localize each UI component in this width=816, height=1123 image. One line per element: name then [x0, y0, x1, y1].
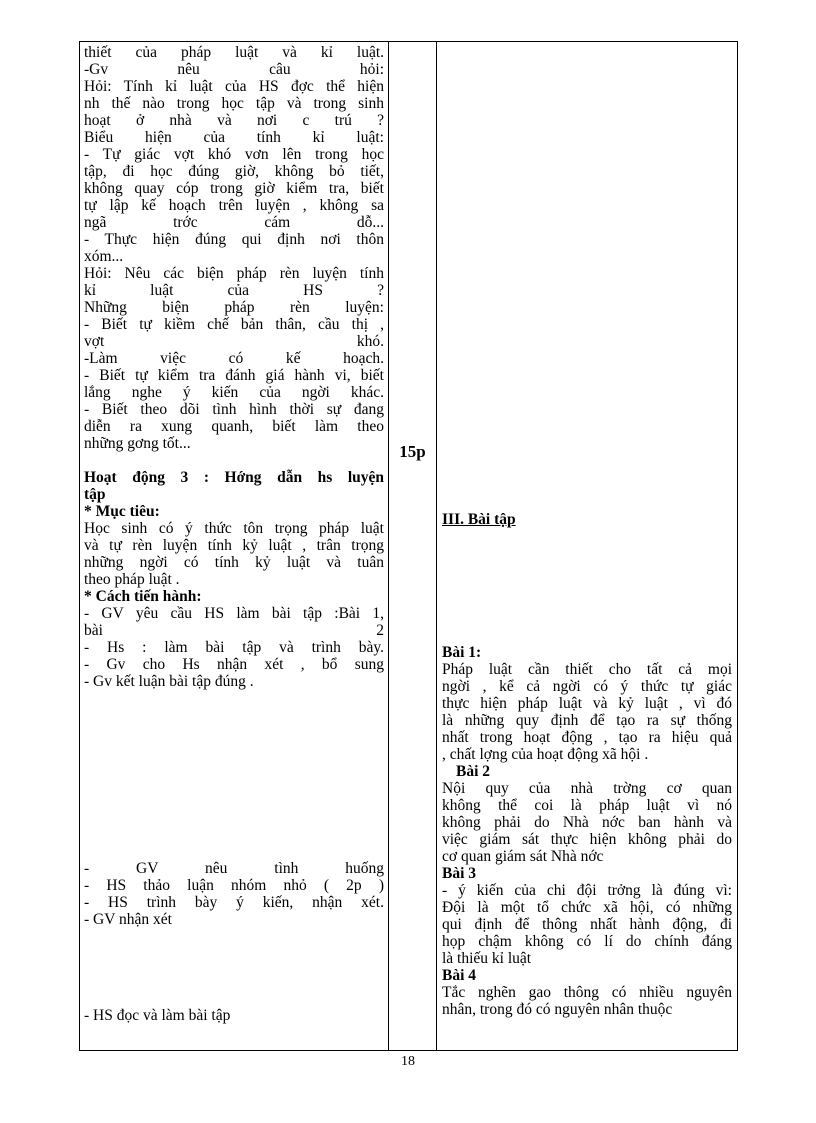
text-line: là thiếu kỉ luật [442, 950, 532, 967]
text-line: hoạt ở nhà và nơi c trú ? [84, 112, 384, 129]
text-line: - Thực hiện đúng qui định nơi thôn [84, 231, 384, 248]
text-line: lắng nghe ý kiến của ngời khác. [84, 384, 384, 401]
objective-text [84, 520, 384, 588]
bai3-title: Bài 3 [442, 865, 477, 882]
text-line: - Gv kết luận bài tập đúng . [84, 673, 254, 690]
text-line: Hỏi: Nêu các biện pháp rèn luyện tính [84, 265, 384, 282]
text-line: , chất lợng của hoạt động xã hội . [442, 746, 649, 763]
text-line: những ngời có tính kỷ luật và tuân [84, 554, 384, 571]
method-steps [84, 605, 384, 690]
bai3-answer [442, 882, 732, 967]
text-line: -Làm việc có kế hoạch. [84, 350, 384, 367]
bai2-answer [442, 780, 732, 865]
text-line: - Biết theo dõi tình hình thời sự đang [84, 401, 384, 418]
text-line: - Biết tự kiểm tra đánh giá hành vi, biết [84, 367, 384, 384]
bai4-answer [442, 984, 732, 1018]
bai2-title: Bài 2 [456, 763, 491, 780]
text-line: xóm... [84, 248, 124, 265]
text-line: ngã trớc cám dỗ... [84, 214, 384, 231]
lesson-plan-table [79, 41, 738, 1051]
text-line: cơ quan giám sát Nhà nớc [442, 848, 604, 865]
discussion-block [84, 44, 384, 452]
text-line: - HS thảo luận nhóm nhỏ ( 2p ) [84, 877, 384, 894]
objective-title: * Mục tiêu: [84, 503, 160, 520]
text-line: tập, đi học đúng giờ, không bỏ tiết, [84, 163, 384, 180]
text-line: - Tự giác vợt khó vơn lên trong học [84, 146, 384, 163]
situation-steps [84, 860, 384, 928]
content-column [437, 42, 737, 1050]
bai4-title: Bài 4 [442, 967, 477, 984]
text-line: không phải do Nhà nớc ban hành và [442, 814, 732, 831]
activity-3-heading [84, 469, 384, 503]
text-line: - Biết tự kiềm chế bản thân, cầu thị , [84, 316, 384, 333]
text-line: vợt khó. [84, 333, 384, 350]
text-line: Nội quy của nhà trờng cơ quan [442, 780, 732, 797]
text-line: thiết của pháp luật và kỉ luật. [84, 44, 384, 61]
bai1-title: Bài 1: [442, 644, 482, 661]
text-line: Học sinh có ý thức tôn trọng pháp luật [84, 520, 384, 537]
text-line: - GV yêu cầu HS làm bài tập :Bài 1, [84, 605, 384, 622]
text-line: việc giám sát thực hiện không phải do [442, 831, 732, 848]
time-column [389, 42, 437, 1050]
text-line: Hỏi: Tính kỉ luật của HS đợc thể hiện [84, 78, 384, 95]
bai1-answer [442, 661, 732, 763]
text-line: - Gv cho Hs nhận xét , bổ sung [84, 656, 384, 673]
text-line: - GV nêu tình huống [84, 860, 384, 877]
text-line: những gơng tốt... [84, 435, 191, 452]
text-line: Những biện pháp rèn luyện: [84, 299, 384, 316]
text-line: không quay cóp trong giờ kiểm tra, biết [84, 180, 384, 197]
text-line: - HS trình bày ý kiến, nhận xét. [84, 894, 384, 911]
text-line: - Hs : làm bài tập và trình bày. [84, 639, 384, 656]
text-line: tập [84, 486, 106, 503]
text-line: không thể coi là pháp luật vì nó [442, 797, 732, 814]
text-line: Đội là một tổ chức xã hội, có những [442, 899, 732, 916]
page-number: 18 [401, 1054, 415, 1069]
text-line: qui định để thông nhất hành động, đi [442, 916, 732, 933]
text-line: là những quy định để tạo ra sự thống [442, 712, 732, 729]
text-line: nhân, trong đó có nguyên nhân thuộc [442, 1001, 673, 1018]
activities-column [80, 42, 389, 1050]
text-line: Pháp luật cần thiết cho tất cả mọi [442, 661, 732, 678]
text-line: diễn ra xung quanh, biết làm theo [84, 418, 384, 435]
text-line: họp chậm không có lí do chính đáng [442, 933, 732, 950]
text-line: thực hiện pháp luật và kỷ luật , vì đó [442, 695, 732, 712]
text-line: - ý kiến của chi đội trởng là đúng vì: [442, 882, 732, 899]
text-line: -Gv nêu câu hỏi: [84, 61, 384, 78]
time-label: 15p [399, 442, 426, 461]
text-line: Hoạt động 3 : Hớng dẫn hs luyện [84, 469, 384, 486]
text-line: nhất trong hoạt động , tạo ra hiệu quả [442, 729, 732, 746]
exercise-instruction: - HS đọc và làm bài tập [84, 1007, 231, 1024]
text-line: và tự rèn luyện tính kỷ luật , trân trọng [84, 537, 384, 554]
text-line: bài 2 [84, 622, 384, 639]
text-line: ngời , kể cả ngời có ý thức tự giác [442, 678, 732, 695]
method-title: * Cách tiến hành: [84, 588, 202, 605]
section-title: III. Bài tập [442, 511, 516, 528]
text-line: kỉ luật của HS ? [84, 282, 384, 299]
text-line: theo pháp luật . [84, 571, 180, 588]
text-line: Tắc nghẽn gao thông có nhiều nguyên [442, 984, 732, 1001]
text-line: nh thế nào trong học tập và trong sinh [84, 95, 384, 112]
text-line: tự lập kế hoạch trên luyện , không sa [84, 197, 384, 214]
text-line: Biểu hiện của tính kỉ luật: [84, 129, 384, 146]
text-line: - GV nhận xét [84, 911, 172, 928]
